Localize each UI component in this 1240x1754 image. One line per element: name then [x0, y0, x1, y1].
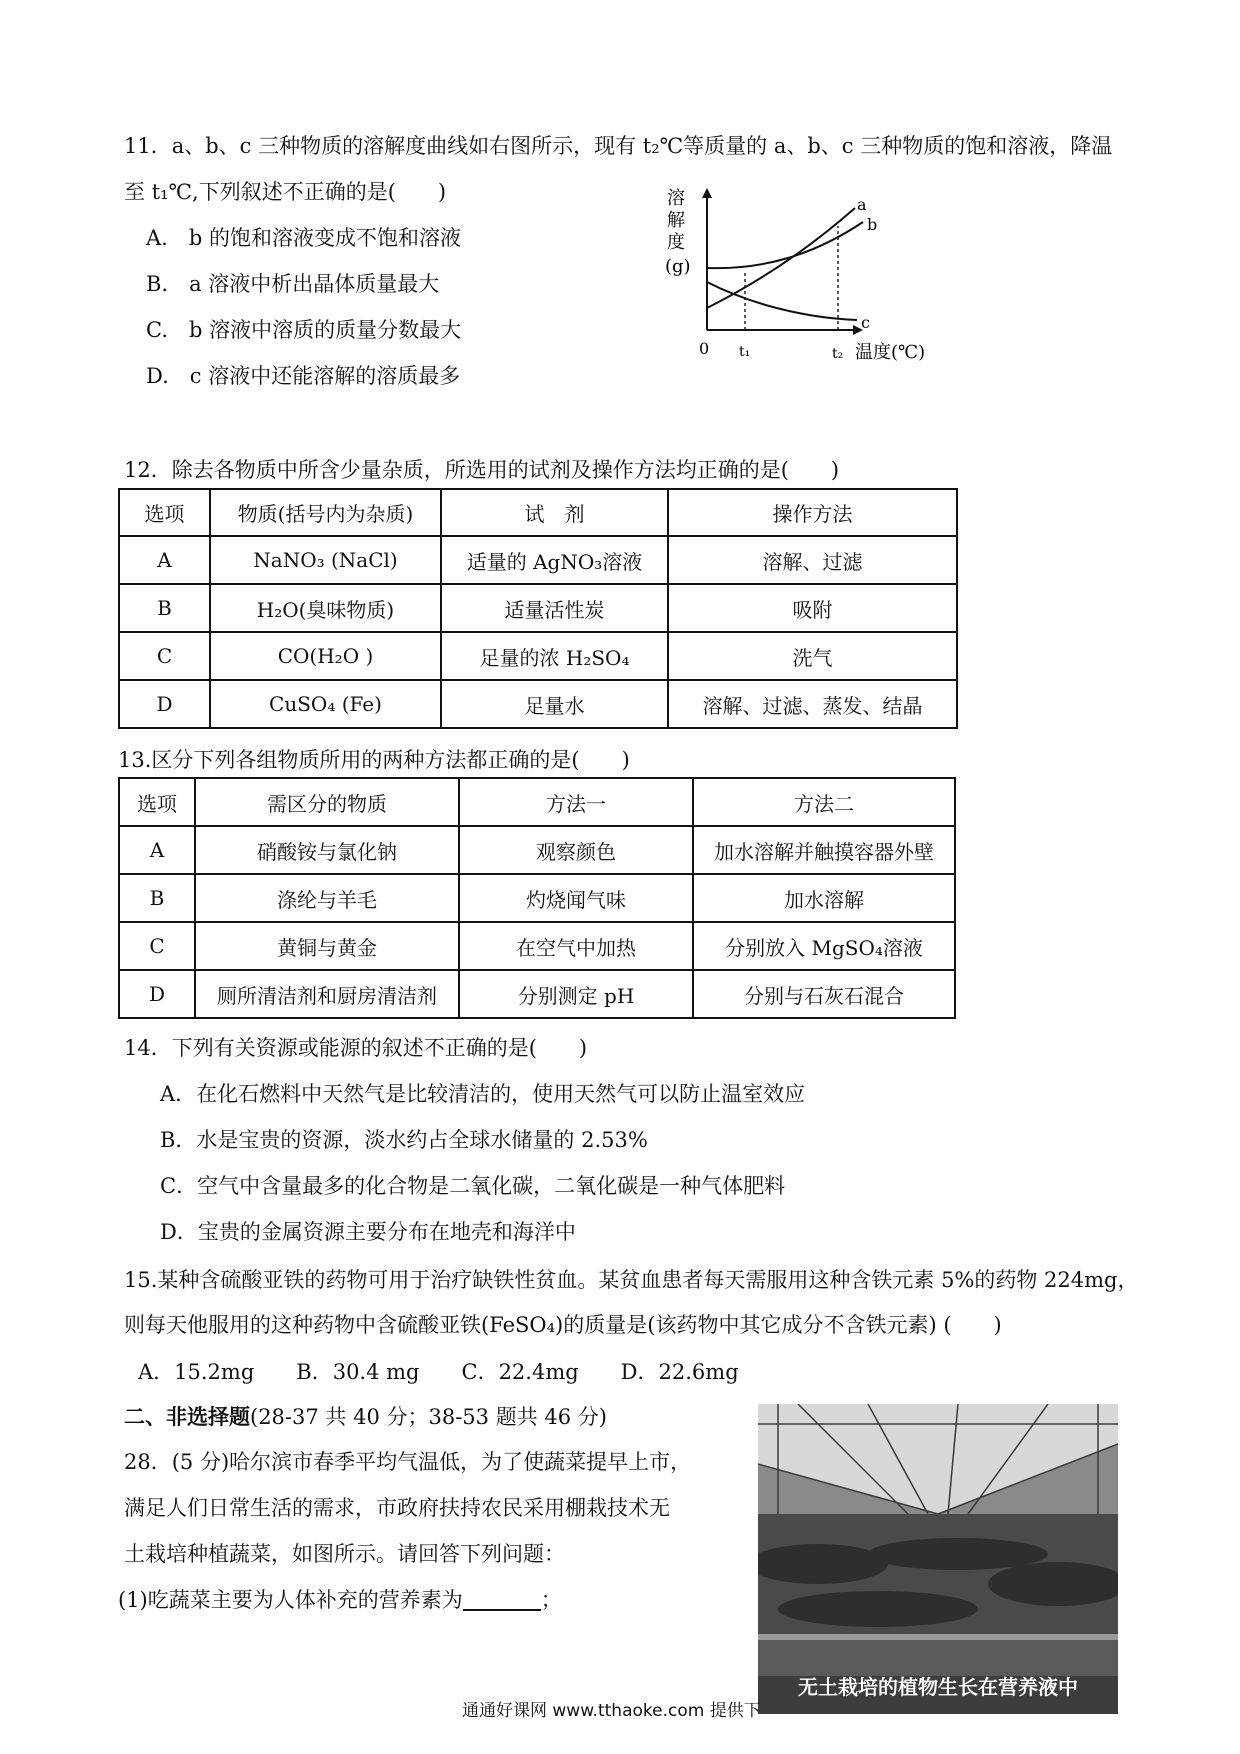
table-cell: 足量的浓 H₂SO₄ — [441, 632, 668, 680]
q28-line3: 土栽培种植蔬菜，如图所示。请回答下列问题： — [124, 1542, 565, 1566]
greenhouse-photo — [758, 1404, 1118, 1714]
ylabel-char-1: 溶 — [667, 188, 685, 209]
plant-patch — [778, 1591, 978, 1627]
table-cell: 加水溶解 — [693, 874, 955, 922]
table-row — [119, 874, 955, 922]
table-row — [119, 970, 955, 1018]
answer-blank — [463, 1591, 541, 1611]
table-cell: 洗气 — [668, 632, 957, 680]
table-cell: 黄铜与黄金 — [195, 922, 459, 970]
table-cell: 观察颜色 — [459, 826, 693, 874]
table-row — [119, 680, 957, 728]
curve-c — [707, 282, 857, 320]
table-cell: C — [119, 922, 195, 970]
table-cell: CO(H₂O ) — [210, 632, 441, 680]
table-header-row — [119, 778, 955, 826]
section2-note: (28-37 共 40 分；38-53 题共 46 分) — [250, 1405, 607, 1429]
q15-options: A．15.2mg B．30.4 mg C．22.4mg D．22.6mg — [138, 1360, 739, 1384]
table-cell: D — [119, 680, 210, 728]
table-cell: CuSO₄ (Fe) — [210, 680, 441, 728]
section2-heading — [124, 1406, 607, 1428]
q11-option-a: A. b 的饱和溶液变成不饱和溶液 — [146, 226, 461, 250]
header-cell: 试 剂 — [441, 489, 668, 536]
table-row — [119, 922, 955, 970]
table-row — [119, 536, 957, 584]
trough-edge — [758, 1634, 1118, 1640]
q15-stem-line2: 则每天他服用的这种药物中含硫酸亚铁(FeSO₄)的质量是(该药物中其它成分不含铁元素) ( ) — [124, 1313, 1002, 1337]
table-cell: 足量水 — [441, 680, 668, 728]
ylabel-char-2: 解 — [667, 210, 685, 231]
q28-line2: 满足人们日常生活的需求，市政府扶持农民采用棚栽技术无 — [124, 1496, 670, 1520]
q11-stem-line1: 11．a、b、c 三种物质的溶解度曲线如右图所示，现有 t₂℃等质量的 a、b、c 三种物质的饱和溶液，降温 — [124, 134, 1113, 158]
table-header-row — [119, 489, 957, 536]
q11-option-c: C. b 溶液中溶质的质量分数最大 — [146, 318, 462, 342]
table-cell: 厕所清洁剂和厨房清洁剂 — [195, 970, 459, 1018]
table-cell: 加水溶解并触摸容器外壁 — [693, 826, 955, 874]
label-c: c — [861, 313, 870, 332]
table-cell: 灼烧闻气味 — [459, 874, 693, 922]
table-row — [119, 584, 957, 632]
header-cell: 方法二 — [693, 778, 955, 826]
q28-sub1-suffix: ； — [540, 1588, 562, 1612]
table-cell: C — [119, 632, 210, 680]
chart-xlabel: 温度(℃) — [855, 342, 926, 363]
table-cell: A — [119, 826, 195, 874]
table-cell: A — [119, 536, 210, 584]
table-row — [119, 632, 957, 680]
header-cell: 操作方法 — [668, 489, 957, 536]
ylabel-unit: (g) — [665, 256, 691, 277]
table-cell: B — [119, 584, 210, 632]
table-cell: 分别放入 MgSO₄溶液 — [693, 922, 955, 970]
table-cell: 适量的 AgNO₃溶液 — [441, 536, 668, 584]
q28-line1: 28．(5 分)哈尔滨市春季平均气温低，为了使蔬菜提早上市， — [124, 1450, 692, 1474]
q13-stem: 13.区分下列各组物质所用的两种方法都正确的是( ) — [118, 748, 630, 772]
q14-option-d: D．宝贵的金属资源主要分布在地壳和海洋中 — [160, 1220, 576, 1244]
page-footer: 通通好课网 www.tthaoke.com 提供下 — [462, 1701, 761, 1721]
table-cell: 吸附 — [668, 584, 957, 632]
q12-table — [118, 488, 958, 729]
header-cell: 方法一 — [459, 778, 693, 826]
header-cell: 选项 — [119, 778, 195, 826]
q28-sub1 — [118, 1590, 562, 1611]
label-b: b — [867, 215, 878, 234]
header-cell: 物质(括号内为杂质) — [210, 489, 441, 536]
chart-ylabel — [665, 188, 691, 277]
q14-option-a: A．在化石燃料中天然气是比较清洁的，使用天然气可以防止温室效应 — [160, 1082, 806, 1106]
greenhouse-photo-svg — [758, 1404, 1118, 1714]
table-cell: 分别测定 pH — [459, 970, 693, 1018]
table-row — [119, 826, 955, 874]
q14-option-c: C．空气中含量最多的化合物是二氧化碳，二氧化碳是一种气体肥料 — [160, 1174, 786, 1198]
table-cell: H₂O(臭味物质) — [210, 584, 441, 632]
table-cell: 在空气中加热 — [459, 922, 693, 970]
table-cell: 分别与石灰石混合 — [693, 970, 955, 1018]
q12-stem: 12．除去各物质中所含少量杂质，所选用的试剂及操作方法均正确的是( ) — [124, 458, 840, 482]
table-cell: D — [119, 970, 195, 1018]
q28-sub1-prefix: (1)吃蔬菜主要为人体补充的营养素为 — [118, 1588, 463, 1612]
q15-stem-line1: 15.某种含硫酸亚铁的药物可用于治疗缺铁性贫血。某贫血患者每天需服用这种含铁元素 5%的药物 224mg， — [124, 1268, 1139, 1292]
solubility-chart-svg — [655, 182, 955, 382]
table-cell: 硝酸铵与氯化钠 — [195, 826, 459, 874]
q11-option-d: D. c 溶液中还能溶解的溶质最多 — [146, 364, 461, 388]
table-cell: 涤纶与羊毛 — [195, 874, 459, 922]
label-t2: t₂ — [832, 346, 844, 362]
q11-option-b: B. a 溶液中析出晶体质量最大 — [146, 272, 440, 296]
q14-stem: 14．下列有关资源或能源的叙述不正确的是( ) — [124, 1036, 588, 1060]
table-cell: NaNO₃ (NaCl) — [210, 536, 441, 584]
plant-patch — [868, 1538, 1048, 1570]
label-t1: t₁ — [739, 344, 751, 360]
header-cell: 需区分的物质 — [195, 778, 459, 826]
q11-stem-line2: 至 t₁℃,下列叙述不正确的是( ) — [124, 180, 447, 204]
table-cell: 适量活性炭 — [441, 584, 668, 632]
table-cell: 溶解、过滤 — [668, 536, 957, 584]
q14-option-b: B．水是宝贵的资源，淡水约占全球水储量的 2.53% — [160, 1128, 648, 1152]
header-cell: 选项 — [119, 489, 210, 536]
table-cell: B — [119, 874, 195, 922]
section2-title: 二、非选择题 — [124, 1404, 250, 1429]
table-cell: 溶解、过滤、蒸发、结晶 — [668, 680, 957, 728]
q13-table — [118, 777, 956, 1019]
y-axis-arrow — [702, 188, 712, 198]
solubility-chart — [655, 182, 955, 382]
ylabel-char-3: 度 — [667, 232, 685, 253]
label-a: a — [857, 195, 867, 214]
photo-caption: 无土栽培的植物生长在营养液中 — [798, 1675, 1078, 1699]
label-origin: 0 — [699, 339, 710, 358]
